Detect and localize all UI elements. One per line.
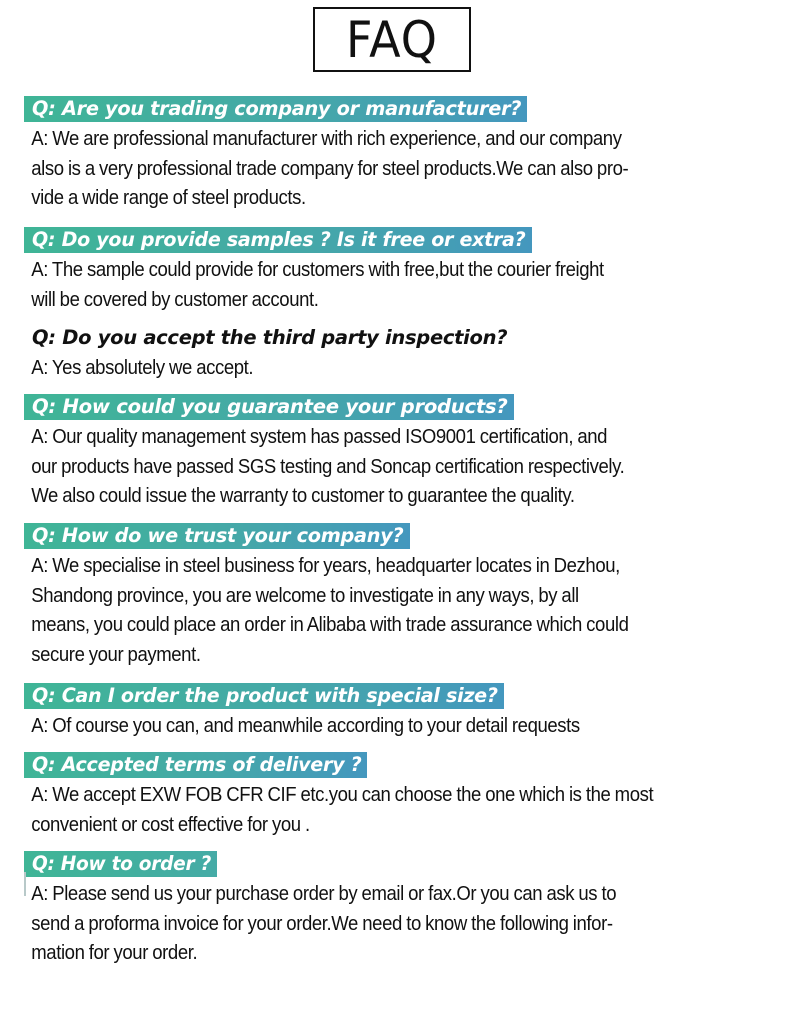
faq-question-bar: [24, 394, 514, 420]
faq-question-bar: [24, 683, 504, 709]
faq-answer: [24, 351, 797, 383]
faq-answer-line: will be covered by customer account.: [31, 287, 319, 311]
faq-item: [24, 523, 797, 669]
decorative-divider: [24, 872, 26, 896]
faq-question: Q: Do you accept the third party inspection?: [32, 326, 508, 349]
faq-item: [24, 227, 797, 314]
faq-item: [24, 752, 797, 839]
faq-answer-line: A: Of course you can, and meanwhile according to your detail requests: [31, 714, 580, 737]
faq-answer-line: mation for your order.: [31, 941, 198, 965]
faq-answer-line: Shandong province, you are welcome to investigate in any ways, by all: [31, 583, 579, 607]
faq-answer: [24, 549, 797, 669]
faq-question-bar: [24, 96, 527, 122]
faq-answer: [24, 420, 797, 511]
faq-answer-line: A: Yes absolutely we accept.: [31, 356, 254, 379]
faq-answer: [24, 253, 797, 314]
page-title: FAQ: [346, 10, 438, 69]
faq-question: Q: How to order ?: [32, 852, 211, 875]
faq-item: [24, 394, 797, 511]
faq-question-plain: [24, 325, 515, 351]
faq-answer-line: A: We accept EXW FOB CFR CIF etc.you can choose the one which is the most: [31, 783, 654, 806]
faq-answer-line: send a proforma invoice for your order.We need to know the following infor-: [31, 911, 613, 935]
faq-answer: [24, 709, 797, 741]
faq-answer: [24, 877, 797, 968]
faq-question: Q: Accepted terms of delivery ?: [32, 753, 362, 776]
faq-question: Q: Can I order the product with special size?: [32, 684, 498, 707]
faq-title-box: [313, 7, 471, 72]
faq-answer-line: our products have passed SGS testing and Soncap certification respectively.: [31, 454, 625, 478]
faq-answer-line: also is a very professional trade company for steel products.We can also pro-: [31, 156, 629, 180]
faq-question: Q: Are you trading company or manufacturer?: [32, 97, 522, 120]
faq-item: [24, 851, 797, 968]
faq-question: Q: How could you guarantee your products?: [32, 395, 508, 418]
faq-answer-line: means, you could place an order in Alibaba with trade assurance which could: [31, 613, 629, 637]
faq-answer: [24, 122, 797, 213]
faq-question-bar: [24, 227, 532, 253]
faq-answer-line: A: The sample could provide for customers with free,but the courier freight: [31, 258, 604, 281]
faq-answer-line: A: We specialise in steel business for years, headquarter locates in Dezhou,: [31, 554, 620, 577]
faq-answer-line: secure your payment.: [31, 642, 201, 666]
faq-item: [24, 325, 797, 383]
faq-item: [24, 96, 797, 213]
faq-question: Q: Do you provide samples ? Is it free or extra?: [32, 228, 526, 251]
faq-question-bar: [24, 752, 367, 778]
faq-answer: [24, 778, 797, 839]
faq-question-bar: [24, 523, 410, 549]
faq-question: Q: How do we trust your company?: [32, 524, 404, 547]
faq-item: [24, 683, 797, 741]
faq-answer-line: A: Please send us your purchase order by email or fax.Or you can ask us to: [31, 882, 617, 905]
faq-answer-line: A: Our quality management system has passed ISO9001 certification, and: [31, 425, 608, 448]
faq-question-bar: [24, 851, 217, 877]
faq-answer-line: convenient or cost effective for you .: [31, 812, 310, 836]
faq-answer-line: vide a wide range of steel products.: [31, 186, 306, 210]
faq-answer-line: We also could issue the warranty to customer to guarantee the quality.: [31, 484, 575, 508]
faq-answer-line: A: We are professional manufacturer with rich experience, and our company: [31, 127, 622, 150]
